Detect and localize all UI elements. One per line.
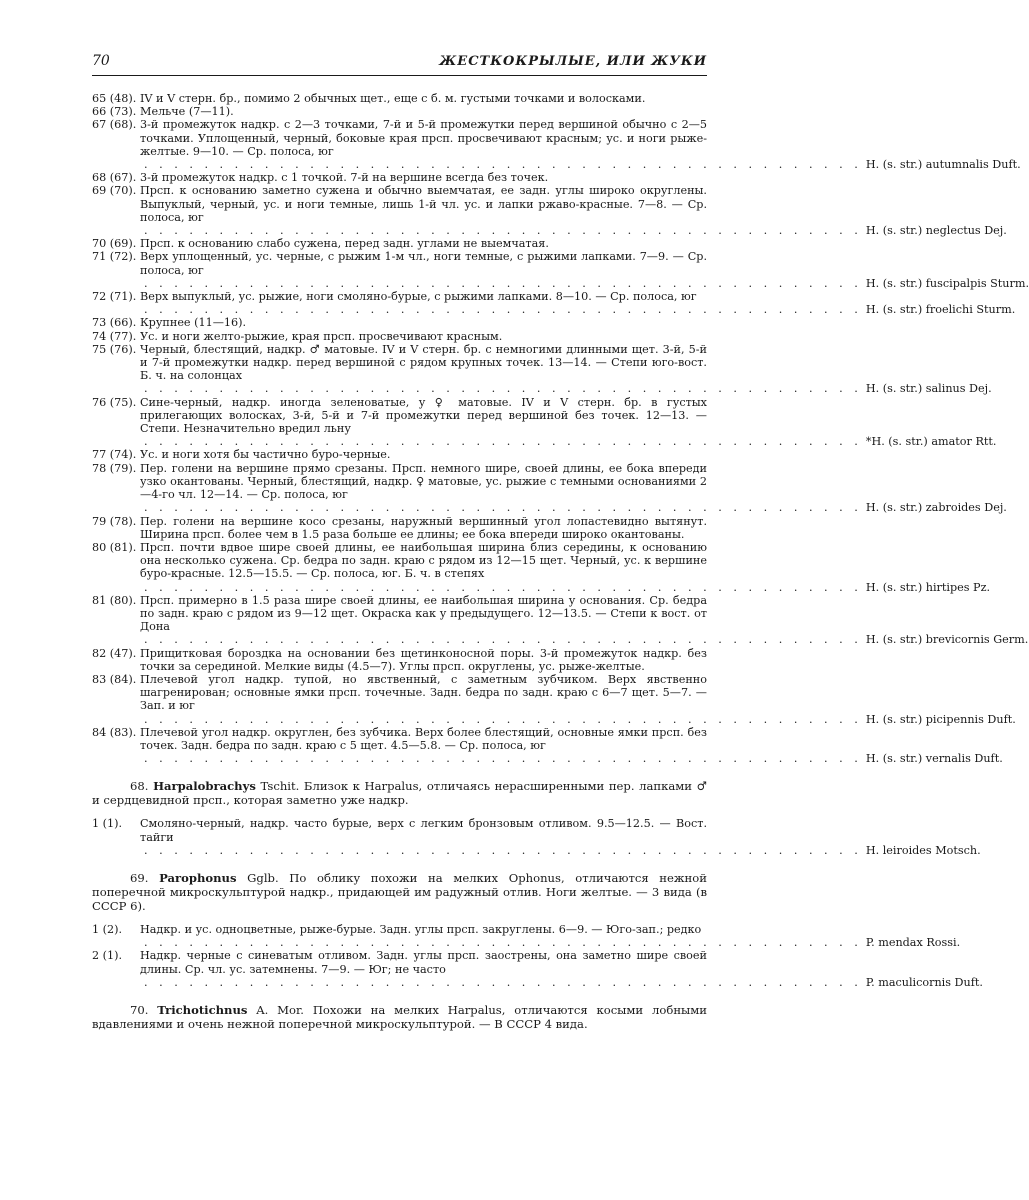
entry-number: 78 (79). <box>92 461 137 475</box>
entry-number: 69 (70). <box>92 184 137 198</box>
key-entry <box>92 395 997 449</box>
species-line <box>140 382 992 396</box>
species-line <box>140 712 1016 726</box>
genus-name: Parophonus <box>159 870 237 885</box>
key-entry <box>92 330 707 343</box>
key-entry <box>92 237 707 250</box>
genus-description: Tschit. Близок к Harpalus, отличаясь нерасширенными пер. лапками ♂ и сердцевидной прсп., которая заметно уже надкр. <box>92 779 708 808</box>
key-entry <box>92 448 707 461</box>
genus-number: 68. <box>130 779 149 794</box>
leader-dots: . . . . . . . . . . . . . . . . . . . . . . . . . . . . . . . . . . . . . . . . . . . . . . . . <box>144 843 862 857</box>
leader-dots: . . . . . . . . . . . . . . . . . . . . . . . . . . . . . . . . . . . . . . . . . . . . . . . . <box>144 712 862 726</box>
entry-text: Сине-черный, надкр. иногда зеленоватые, у ♀ матовые. IV и V стерн. бр. в густых прилегающих волосках, 3-й, 5-й и 7-й промежутки перед вершиной без точек. 12—13. — Степи. Незначительно вредил льну <box>140 395 707 436</box>
genus-description: Gglb. По облику похожи на мелких Ophonus, отличаются нежной поперечной микроскульптурой надкр., придающей им радужный отлив. Ноги желтые. — 3 вида (в СССР 6). <box>92 870 707 913</box>
species-name: H. (s. str.) zabroides Dej. <box>865 501 1007 515</box>
species-line <box>140 752 1003 766</box>
entry-text: Мельче (7—11). <box>140 105 234 119</box>
leader-dots: . . . . . . . . . . . . . . . . . . . . . . . . . . . . . . . . . . . . . . . . . . . . . . . . <box>144 435 862 449</box>
entry-number: 66 (73). <box>92 105 137 119</box>
leader-dots: . . . . . . . . . . . . . . . . . . . . . . . . . . . . . . . . . . . . . . . . . . . . . . . . <box>144 501 862 515</box>
key-entry <box>92 540 991 594</box>
key-entry <box>92 92 707 105</box>
entry-text: 3-й промежуток надкр. с 1 точкой. 7-й на вершине всегда без точек. <box>140 171 549 185</box>
leader-dots: . . . . . . . . . . . . . . . . . . . . . . . . . . . . . . . . . . . . . . . . . . . . . . . . <box>144 224 862 238</box>
page <box>92 52 1029 1041</box>
entry-text: Надкр. и ус. одноцветные, рыже-бурые. Задн. углы прсп. закруглены. 6—9. — Юго-зап.; редко <box>140 922 702 936</box>
key-entry <box>92 922 961 950</box>
key-entry <box>92 725 1003 766</box>
entry-number: 1 (1). <box>92 817 123 831</box>
leader-dots: . . . . . . . . . . . . . . . . . . . . . . . . . . . . . . . . . . . . . . . . . . . . . . . . <box>144 633 862 647</box>
entry-number: 79 (78). <box>92 514 137 528</box>
leader-dots: . . . . . . . . . . . . . . . . . . . . . . . . . . . . . . . . . . . . . . . . . . . . . . . . <box>144 158 862 172</box>
species-name: H. (s. str.) salinus Dej. <box>865 382 992 396</box>
species-name: H. (s. str.) hirtipes Pz. <box>865 580 991 594</box>
species-name: H. (s. str.) picipennis Duft. <box>865 712 1016 726</box>
genus-number: 69. <box>130 870 149 885</box>
key-entry <box>92 342 992 396</box>
leader-dots: . . . . . . . . . . . . . . . . . . . . . . . . . . . . . . . . . . . . . . . . . . . . . . . . <box>144 276 862 290</box>
genus-description: A. Mor. Похожи на мелких Harpalus, отличаются косыми лобными вдавлениями и очень нежной поперечной микроскульптурой. — В СССР 4 вида. <box>92 1002 708 1031</box>
entry-number: 80 (81). <box>92 540 137 554</box>
species-line <box>140 276 1029 290</box>
species-line <box>140 303 1016 317</box>
entry-number: 84 (83). <box>92 725 137 739</box>
genus-name: Trichotichnus <box>157 1002 248 1017</box>
entry-text: Прсп. примерно в 1.5 раза шире своей длины, ее наибольшая ширина у основания. Ср. бедра по задн. краю с рядом из 9—12 щет. Окраска как у предыдущего. 12—13.5. — Степи к вост. от Дона <box>140 593 707 634</box>
entry-number: 65 (48). <box>92 92 137 105</box>
leader-dots: . . . . . . . . . . . . . . . . . . . . . . . . . . . . . . . . . . . . . . . . . . . . . . . . <box>144 752 862 766</box>
leader-dots: . . . . . . . . . . . . . . . . . . . . . . . . . . . . . . . . . . . . . . . . . . . . . . . . <box>144 936 862 950</box>
key-entry <box>92 184 1007 238</box>
species-line <box>140 435 997 449</box>
key-entry <box>92 171 707 184</box>
entry-text: Прсп. к основанию слабо сужена, перед задн. углами не выемчатая. <box>140 237 549 251</box>
page-number: 70 <box>92 53 110 69</box>
entry-text: Верх выпуклый, ус. рыжие, ноги смоляно-бурые, с рыжими лапками. 8—10. — Ср. полоса, юг <box>140 290 697 304</box>
species-line <box>140 224 1007 238</box>
entry-number: 1 (2). <box>92 922 123 936</box>
entry-number: 83 (84). <box>92 672 137 686</box>
entry-number: 68 (67). <box>92 171 137 185</box>
entry-text: Пер. голени на вершине косо срезаны, наружный вершинный угол лопастевидно вытянут. Ширина прсп. более чем в 1.5 раза больше ее длины; ее бока впереди широко окантованы. <box>140 514 707 541</box>
entry-number: 2 (1). <box>92 949 123 963</box>
key-entry <box>92 817 981 857</box>
species-line <box>140 843 981 857</box>
key-entry <box>92 290 1016 317</box>
genus-paragraph-70 <box>92 1003 707 1031</box>
entry-text: Плечевой угол надкр. тупой, но явственный, с заметным зубчиком. Верх явственно шагренирован; основные ямки прсп. точечные. Задн. бедра по задн. краю с 6—7 щет. 5—7. — Зап. и юг <box>140 672 707 713</box>
species-name: H. (s. str.) vernalis Duft. <box>865 752 1003 766</box>
entry-text: Верх уплощенный, ус. черные, с рыжим 1-м чл., ноги темные, с рыжими лапками. 7—9. — Ср. полоса, юг <box>140 250 707 277</box>
species-line <box>140 936 961 950</box>
key-entries <box>92 92 1029 766</box>
key-entry <box>92 647 707 673</box>
entry-text: Прсп. к основанию заметно сужена и обычно выемчатая, ее задн. углы широко округлены. Выпуклый, черный, ус. и ноги темные, лишь 1-й чл. ус. и лапки ржаво-красные. 7—8. — Ср. полоса, юг <box>140 184 707 224</box>
entry-text: Прсп. почти вдвое шире своей длины, ее наибольшая ширина близ середины, к основанию она несколько сужена. Ср. бедра по задн. краю с рядом из 12—15 щет. Черный, ус. к вершине буро-красные. 12.5—15.5. — Ср. полоса, юг. Б. ч. в степях <box>140 540 707 581</box>
genus-68-key <box>92 817 981 857</box>
entry-number: 67 (68). <box>92 118 137 132</box>
leader-dots: . . . . . . . . . . . . . . . . . . . . . . . . . . . . . . . . . . . . . . . . . . . . . . . . <box>144 975 862 989</box>
species-name: H. (s. str.) froelichi Sturm. <box>865 303 1016 317</box>
entry-text: IV и V стерн. бр., помимо 2 обычных щет., еще с б. м. густыми точками и волосками. <box>140 92 646 105</box>
leader-dots: . . . . . . . . . . . . . . . . . . . . . . . . . . . . . . . . . . . . . . . . . . . . . . . . <box>144 303 862 317</box>
species-line <box>140 158 1021 172</box>
entry-text: Черный, блестящий, надкр. ♂ матовые. IV и V стерн. бр. с немногими длинными щет. 3-й, 5-й и 7-й промежутки надкр. перед вершиной с рядом крупных точек. 13—14. — Степи юго-вост. Б. ч. на солонцах <box>140 342 707 383</box>
species-name: *H. (s. str.) amator Rtt. <box>865 435 997 449</box>
entry-text: Крупнее (11—16). <box>140 316 247 330</box>
entry-text: Плечевой угол надкр. округлен, без зубчика. Верх более блестящий, основные ямки прсп. без точек. Задн. бедра по задн. краю с 5 щет. 4.5—5.8. — Ср. полоса, юг <box>140 725 707 752</box>
entry-text: Смоляно-черный, надкр. часто бурые, верх с легким бронзовым отливом. 9.5—12.5. — Вост. тайги <box>140 817 707 844</box>
species-name: H. (s. str.) neglectus Dej. <box>865 224 1007 238</box>
leader-dots: . . . . . . . . . . . . . . . . . . . . . . . . . . . . . . . . . . . . . . . . . . . . . . . . <box>144 580 862 594</box>
species-line <box>140 580 991 594</box>
entry-number: 81 (80). <box>92 593 137 607</box>
key-entry <box>92 515 707 541</box>
key-entry <box>92 593 1029 647</box>
key-entry <box>92 672 1016 726</box>
entry-number: 77 (74). <box>92 448 137 462</box>
genus-paragraph-68 <box>92 779 707 807</box>
entry-number: 75 (76). <box>92 342 137 356</box>
key-entry <box>92 949 983 989</box>
header-rule <box>92 75 707 76</box>
page-title: ЖЕСТКОКРЫЛЫЕ, ИЛИ ЖУКИ <box>439 54 707 69</box>
entry-text: Надкр. черные с синеватым отливом. Задн. углы прсп. заострены, она заметно шире своей длины. Ср. чл. ус. затемнены. 7—9. — Юг; не часто <box>140 949 707 976</box>
entry-number: 71 (72). <box>92 250 137 264</box>
entry-text: Ус. и ноги хотя бы частично буро-черные. <box>140 448 391 462</box>
entry-text: Прищитковая бороздка на основании без щетинконосной поры. 3-й промежуток надкр. без точки за серединой. Мелкие виды (4.5—7). Углы прсп. округлены, ус. рыже-желтые. <box>140 646 707 673</box>
entry-number: 70 (69). <box>92 237 137 251</box>
entry-text: Ус. и ноги желто-рыжие, края прсп. просвечивают красным. <box>140 329 503 343</box>
key-entry <box>92 118 1021 172</box>
genus-name: Harpalobrachys <box>153 779 256 794</box>
species-line <box>140 501 1007 515</box>
key-entry <box>92 105 707 118</box>
entry-number: 72 (71). <box>92 290 137 304</box>
entry-number: 73 (66). <box>92 316 137 330</box>
leader-dots: . . . . . . . . . . . . . . . . . . . . . . . . . . . . . . . . . . . . . . . . . . . . . . . . <box>144 382 862 396</box>
genus-paragraph-69 <box>92 871 707 913</box>
entry-number: 82 (47). <box>92 646 137 660</box>
entry-text: 3-й промежуток надкр. с 2—3 точками, 7-й и 5-й промежутки перед вершиной обычно с 2—5 точками. Уплощенный, черный, боковые края прсп. просвечивают красным; ус. и ноги рыже-желтые. 9—10. — Ср. полоса, юг <box>140 118 707 158</box>
key-entry <box>92 461 1007 515</box>
species-name: H. (s. str.) autumnalis Duft. <box>865 158 1021 172</box>
running-header <box>92 52 707 71</box>
species-line <box>140 975 983 989</box>
species-line <box>140 633 1029 647</box>
entry-number: 74 (77). <box>92 329 137 343</box>
species-name: H. (s. str.) brevicornis Germ. <box>865 633 1029 647</box>
entry-text: Пер. голени на вершине прямо срезаны. Прсп. немного шире, своей длины, ее бока впереди узко окантованы. Черный, блестящий, надкр. ♀ матовые, ус. рыжие с темными основаниями 2—4-го чл. 12—14. — Ср. полоса, юг <box>140 461 707 502</box>
key-entry <box>92 250 1029 290</box>
species-name: P. mendax Rossi. <box>865 936 961 950</box>
key-entry <box>92 316 707 329</box>
genus-number: 70. <box>130 1002 149 1017</box>
species-name: H. leiroides Motsch. <box>865 843 981 857</box>
genus-69-key <box>92 922 983 989</box>
species-name: P. maculicornis Duft. <box>865 975 983 989</box>
entry-number: 76 (75). <box>92 395 137 409</box>
species-name: H. (s. str.) fuscipalpis Sturm. <box>865 276 1029 290</box>
